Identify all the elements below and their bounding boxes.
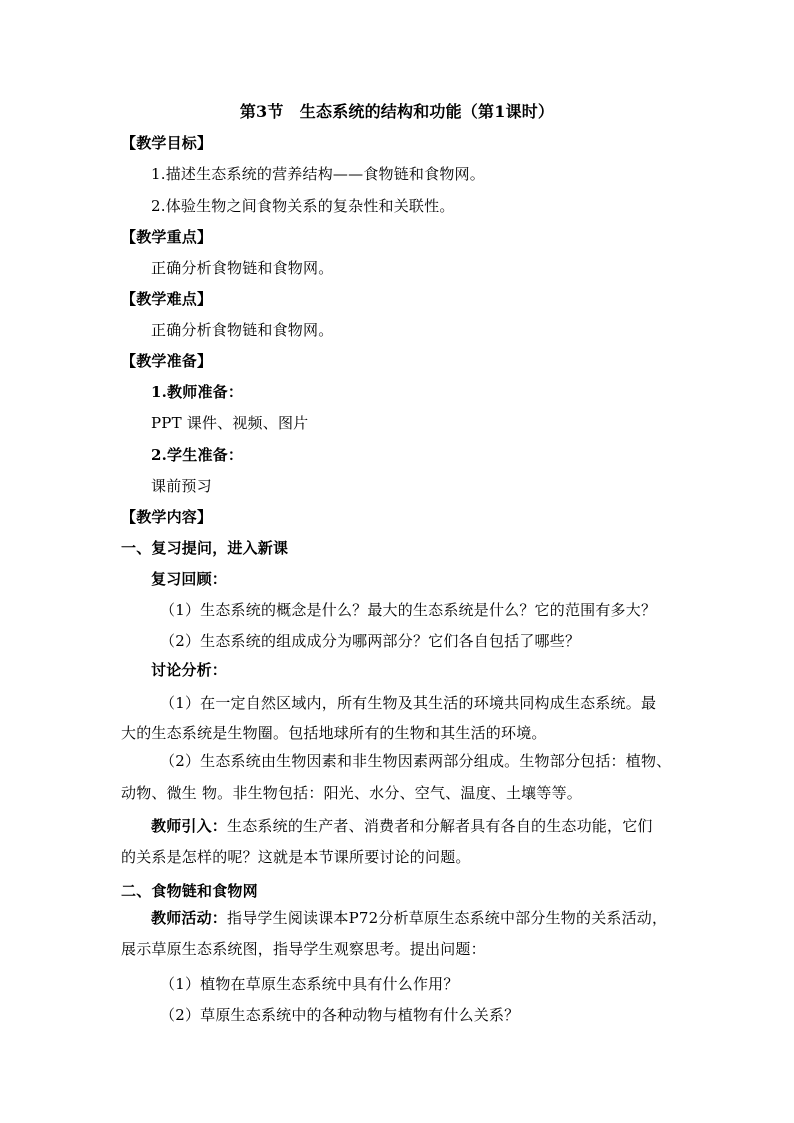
goals-heading: 【教学目标】 <box>121 134 213 152</box>
discuss-answer-2-line-2: 动物、微生 物。非生物包括：阳光、水分、空气、温度、土壤等等。 <box>121 784 582 802</box>
review-label: 复习回顾： <box>151 570 228 588</box>
content-heading: 【教学内容】 <box>121 508 213 526</box>
teacher-intro-label: 教师引入： <box>151 817 228 835</box>
discuss-answer-1-line-2: 大的生态系统是生物圈。包括地球所有的生物和其生活的环境。 <box>121 724 547 742</box>
page-title: 第3节 生态系统的结构和功能（第1课时） <box>239 102 555 121</box>
goal-2: 2.体验生物之间食物关系的复杂性和关联性。 <box>151 197 455 215</box>
key-text: 正确分析食物链和食物网。 <box>151 259 334 277</box>
section-2-heading: 二、食物链和食物网 <box>121 882 258 900</box>
teacher-prep-label: 1.教师准备： <box>151 383 244 401</box>
section-1-heading: 一、复习提问，进入新课 <box>121 539 289 557</box>
discuss-label: 讨论分析： <box>151 661 228 679</box>
teacher-activity <box>151 907 711 929</box>
key-heading: 【教学重点】 <box>121 228 213 246</box>
student-prep-text: 课前预习 <box>151 477 212 495</box>
review-question-1: （1）生态系统的概念是什么？最大的生态系统是什么？它的范围有多大？ <box>160 601 657 619</box>
discuss-answer-2-line-1: （2）生态系统由生物因素和非生物因素两部分组成。生物部分包括：植物、 <box>160 752 672 770</box>
question-1: （1）植物在草原生态系统中具有什么作用？ <box>160 975 459 993</box>
preparation-heading: 【教学准备】 <box>121 352 213 370</box>
difficulty-heading: 【教学难点】 <box>121 290 213 308</box>
student-prep-label: 2.学生准备： <box>151 446 244 464</box>
discuss-answer-1-line-1: （1）在一定自然区域内，所有生物及其生活的环境共同构成生态系统。最 <box>160 694 657 712</box>
teacher-activity-line-2: 展示草原生态系统图，指导学生观察思考。提出问题： <box>121 940 486 958</box>
teacher-activity-text: 指导学生阅读课本P72分析草原生态系统中部分生物的关系活动， <box>227 909 668 927</box>
question-2: （2）草原生态系统中的各种动物与植物有什么关系？ <box>160 1006 520 1024</box>
teacher-prep-text: PPT 课件、视频、图片 <box>151 414 309 432</box>
review-question-2: （2）生态系统的组成成分为哪两部分？它们各自包括了哪些？ <box>160 632 581 650</box>
teacher-intro-line-2: 的关系是怎样的呢？这就是本节课所要讨论的问题。 <box>121 848 471 866</box>
teacher-intro <box>151 815 711 837</box>
goal-1: 1.描述生态系统的营养结构——食物链和食物网。 <box>151 165 485 183</box>
difficulty-text: 正确分析食物链和食物网。 <box>151 321 334 339</box>
teacher-activity-label: 教师活动： <box>151 909 228 927</box>
teacher-intro-text: 生态系统的生产者、消费者和分解者具有各自的生态功能，它们 <box>227 817 653 835</box>
